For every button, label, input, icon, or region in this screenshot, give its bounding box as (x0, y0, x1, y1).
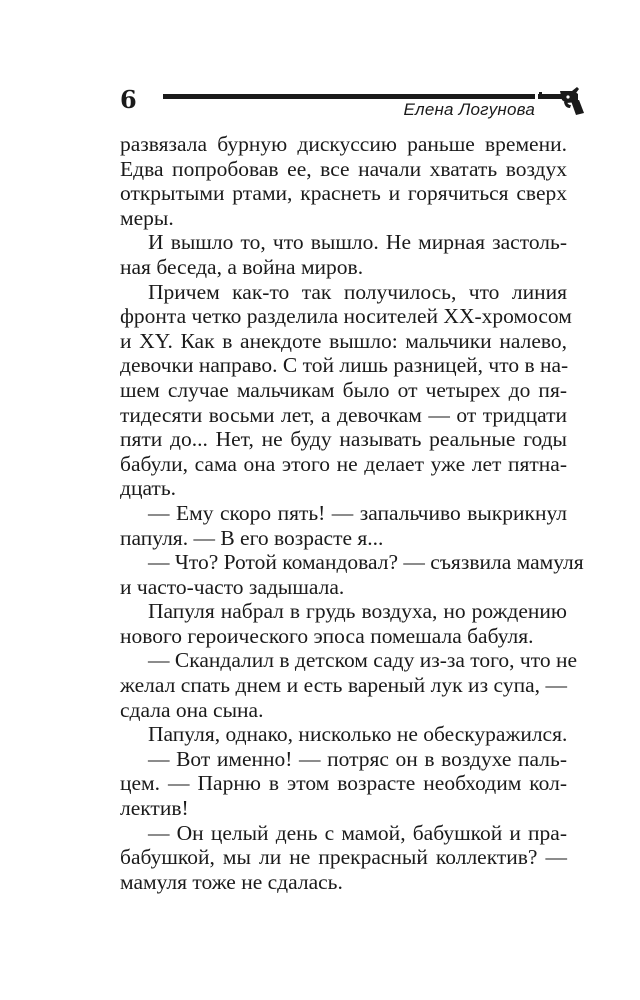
text-line: ная беседа, а война миров. (120, 254, 364, 279)
text-line: цем. — Парню в этом возрасте необходим кол- (120, 771, 567, 796)
text-line: девочки направо. С той лишь разницей, что в на- (120, 353, 569, 378)
text-line: папуля. — В его возрасте я... (120, 525, 384, 550)
text-line: пяти до... Нет, не буду называть реальные годы (120, 427, 567, 452)
body-text (120, 132, 584, 894)
text-line: Папуля набрал в грудь воздуха, но рождению (148, 599, 567, 624)
header-rule (163, 94, 535, 99)
text-line: и ХY. Как в анекдоте вышло: мальчики налево, (120, 328, 567, 353)
running-author: Елена Логунова (403, 100, 535, 119)
text-line: нового героического эпоса помешала бабуля. (120, 623, 534, 648)
text-line: Причем как-то так получилось, что линия (148, 279, 567, 304)
running-header (0, 0, 640, 130)
page-number: 6 (120, 85, 137, 114)
text-line: бабули, сама она этого не делает уже лет пятна- (120, 451, 567, 476)
text-line: Едва попробовав ее, все начали хватать воздух (120, 156, 567, 181)
text-line: тидесяти восьми лет, а девочкам — от тридцати (120, 402, 567, 427)
text-line: дцать. (120, 476, 177, 501)
text-line: — Он целый день с мамой, бабушкой и пра- (148, 820, 567, 845)
text-line: открытыми ртами, краснеть и горячиться сверх (120, 181, 567, 206)
text-line: бабушкой, мы ли не прекрасный коллектив? — (120, 845, 567, 870)
text-line: — Вот именно! — потряс он в воздухе паль- (148, 746, 567, 771)
text-line: развязала бурную дискуссию раньше времени. (120, 132, 567, 156)
text-line: — Скандалил в детском саду из-за того, что не (148, 648, 578, 673)
text-line: Папуля, однако, нисколько не обескуражился. (148, 722, 568, 747)
text-line: фронта четко разделила носителей ХХ-хромосом (120, 304, 572, 329)
revolver-icon (538, 86, 584, 116)
text-line: мамуля тоже не сдалась. (120, 869, 343, 894)
text-line: шем случае мальчикам было от четырех до пя- (120, 377, 567, 402)
text-line: желал спать днем и есть вареный лук из супа, — (120, 673, 567, 698)
text-line: — Что? Ротой командовал? — съязвила мамуля (148, 550, 584, 575)
text-line: и часто-часто задышала. (120, 574, 345, 599)
text-line: сдала она сына. (120, 697, 264, 722)
text-line: — Ему скоро пять! — запальчиво выкрикнул (148, 500, 567, 525)
text-line: лектив! (120, 796, 189, 821)
text-line: меры. (120, 205, 174, 230)
text-line: И вышло то, что вышло. Не мирная застоль- (148, 230, 567, 255)
